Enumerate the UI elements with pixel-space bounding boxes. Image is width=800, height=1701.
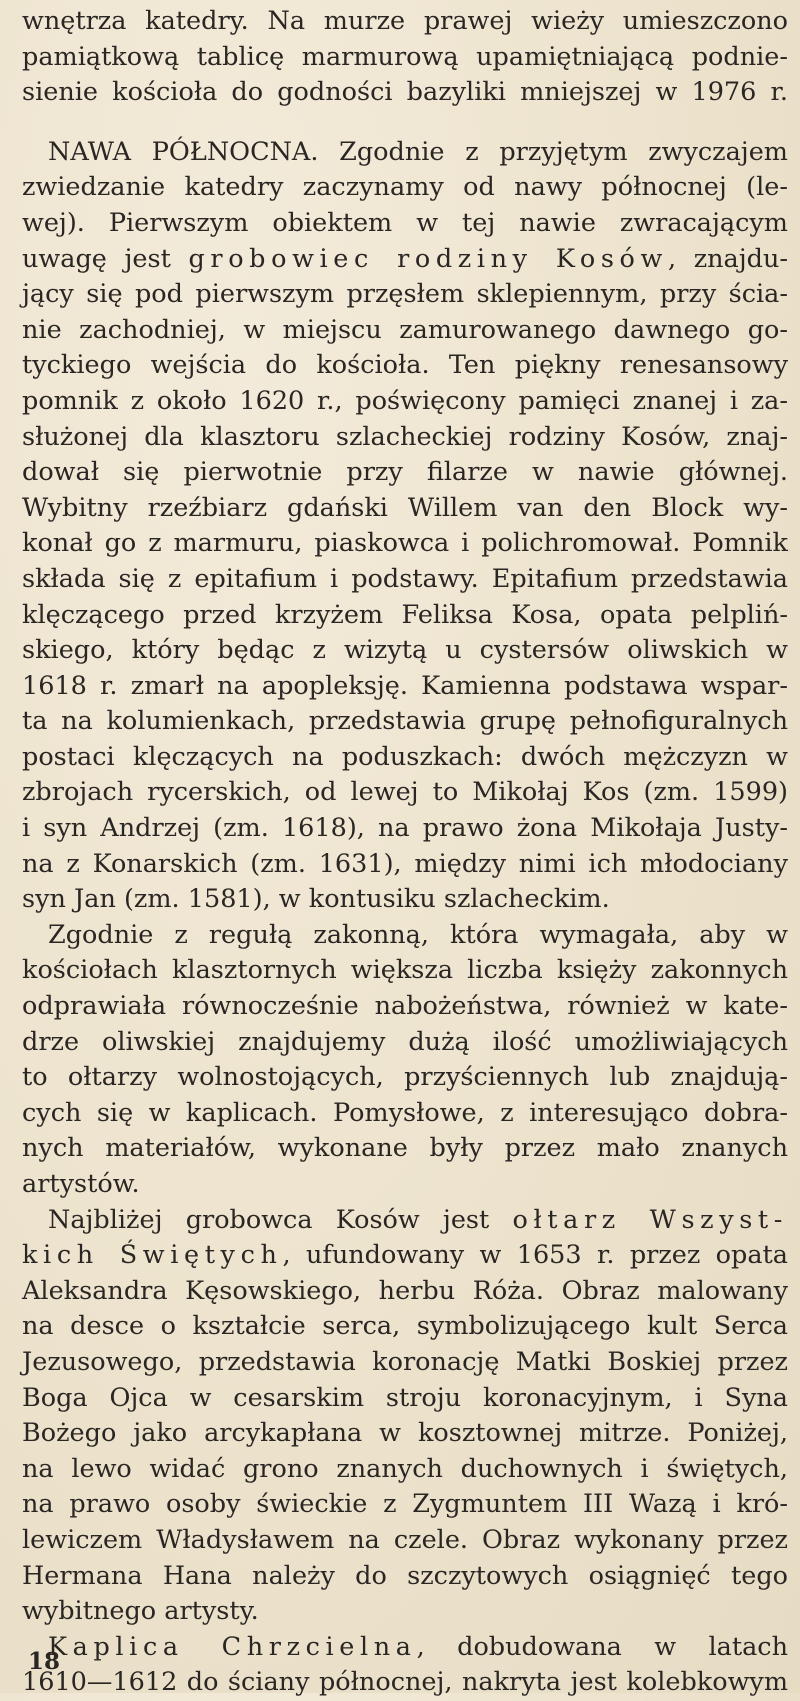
- text-line-spaced: [22, 1630, 788, 1666]
- text-line: na lewo widać grono znanych duchownych i świętych,: [22, 1453, 788, 1484]
- text-line: wnętrza katedry. Na murze prawej wieży umieszczono: [22, 6, 788, 36]
- text-line: Jezusowego, przedstawia koronację Matki Boskiej przez: [22, 1346, 788, 1377]
- text-line-spaced: [22, 1203, 788, 1239]
- text-line: Aleksandra Kęsowskiego, herbu Róża. Obraz malowany: [22, 1275, 788, 1306]
- paragraph-gap: [22, 111, 788, 135]
- text-line: pomnik z około 1620 r., poświęcony pamięci znanej i za-: [22, 385, 788, 416]
- text-line: kościołach klasztornych większa liczba księży zakonnych: [22, 955, 788, 986]
- text-line: 1610—1612 do ściany północnej, nakryta jest kolebkowym: [22, 1667, 788, 1698]
- text-line: nych materiałów, wykonane były przez mało znanych: [22, 1133, 788, 1164]
- text-line: wybitnego artysty.: [22, 1596, 259, 1627]
- spaced-term: grobowiec rodziny Kosów: [188, 243, 668, 274]
- text-line: dował się pierwotnie przy filarze w nawie głównej.: [22, 457, 788, 488]
- text-line: Hermana Hana należy do szczytowych osiągnięć tego: [22, 1560, 788, 1591]
- text-line: zbrojach rycerskich, od lewej to Mikołaj Kos (zm. 1599): [22, 777, 788, 808]
- spaced-term: kich Świętych: [22, 1240, 283, 1271]
- body-text: [22, 4, 788, 1701]
- text-line: postaci klęczących na poduszkach: dwóch mężczyzn w: [22, 741, 788, 772]
- text-line: skiego, który będąc z wizytą u cystersów oliwskich w: [22, 635, 788, 666]
- text-line: artystów.: [22, 1169, 140, 1199]
- text-line: Wybitny rzeźbiarz gdański Willem van den Block wy-: [22, 492, 788, 523]
- text-line: tyckiego wejścia do kościoła. Ten piękny renesansowy: [22, 350, 788, 381]
- text-line: Boga Ojca w cesarskim stroju koronacyjnym, i Syna: [22, 1382, 788, 1413]
- text-line: na desce o kształcie serca, symbolizującego kult Serca: [22, 1311, 788, 1342]
- text-line: zwiedzanie katedry zaczynamy od nawy północnej (le-: [22, 172, 788, 203]
- text-line: syn Jan (zm. 1581), w kontusiku szlacheckim.: [22, 884, 610, 915]
- text-line: składa się z epitafium i podstawy. Epitafium przedstawia: [22, 563, 788, 594]
- text-line: na z Konarskich (zm. 1631), między nimi ich młodociany: [22, 848, 788, 879]
- text-run: , znajdu-: [667, 243, 789, 274]
- text-line: 1618 r. zmarł na apopleksję. Kamienna podstawa wspar-: [22, 670, 788, 701]
- text-run: Najbliżej grobowca Kosów jest: [48, 1204, 490, 1235]
- spaced-term: Kaplica Chrzcielna: [48, 1631, 417, 1662]
- text-line-spaced: [22, 1238, 788, 1274]
- text-line: lewiczem Władysławem na czele. Obraz wykonany przez: [22, 1524, 788, 1555]
- text-line: odprawiała równocześnie nabożeństwa, również w kate-: [22, 991, 788, 1022]
- text-line: Zgodnie z regułą zakonną, która wymagała, aby w: [48, 919, 788, 950]
- text-line-spaced: [22, 242, 788, 278]
- text-line: służonej dla klasztoru szlacheckiej rodziny Kosów, znaj-: [22, 421, 788, 452]
- text-line: to ołtarzy wolnostojących, przyściennych lub znajdują-: [22, 1062, 788, 1093]
- text-line: i syn Andrzej (zm. 1618), na prawo żona Mikołaja Justy-: [22, 813, 788, 844]
- text-line: jący się pod pierwszym przęsłem sklepiennym, przy ścia-: [22, 279, 788, 310]
- text-line: konał go z marmuru, piaskowca i polichromował. Pomnik: [22, 528, 788, 559]
- text-line: pamiątkową tablicę marmurową upamiętniającą podnie-: [22, 41, 788, 72]
- text-line: na prawo osoby świeckie z Zygmuntem III Wazą i kró-: [22, 1489, 788, 1520]
- spaced-term: ołtarz Wszyst-: [512, 1204, 788, 1235]
- text-line: nie zachodniej, w miejscu zamurowanego dawnego go-: [22, 314, 788, 345]
- text-line: klęczącego przed krzyżem Feliksa Kosa, opata pelpliń-: [22, 599, 788, 630]
- text-run: , ufundowany w 1653 r. przez opata: [282, 1240, 788, 1271]
- text-line: drze oliwskiej znajdujemy dużą ilość umożliwiających: [22, 1026, 788, 1057]
- section-heading-line: NAWA PÓŁNOCNA. Zgodnie z przyjętym zwyczajem: [48, 136, 788, 167]
- page-number: 18: [28, 1648, 61, 1675]
- text-run: uwagę jest: [22, 243, 171, 274]
- text-line: Bożego jako arcykapłana w kosztownej mitrze. Poniżej,: [22, 1418, 788, 1449]
- text-line: cych się w kaplicach. Pomysłowe, z interesująco dobra-: [22, 1097, 788, 1128]
- text-run: , dobudowana w latach: [416, 1631, 788, 1662]
- text-line: ta na kolumienkach, przedstawia grupę pełnofiguralnych: [22, 706, 788, 737]
- text-line: wej). Pierwszym obiektem w tej nawie zwracającym: [22, 207, 788, 238]
- text-line: sienie kościoła do godności bazyliki mniejszej w 1976 r.: [22, 77, 788, 108]
